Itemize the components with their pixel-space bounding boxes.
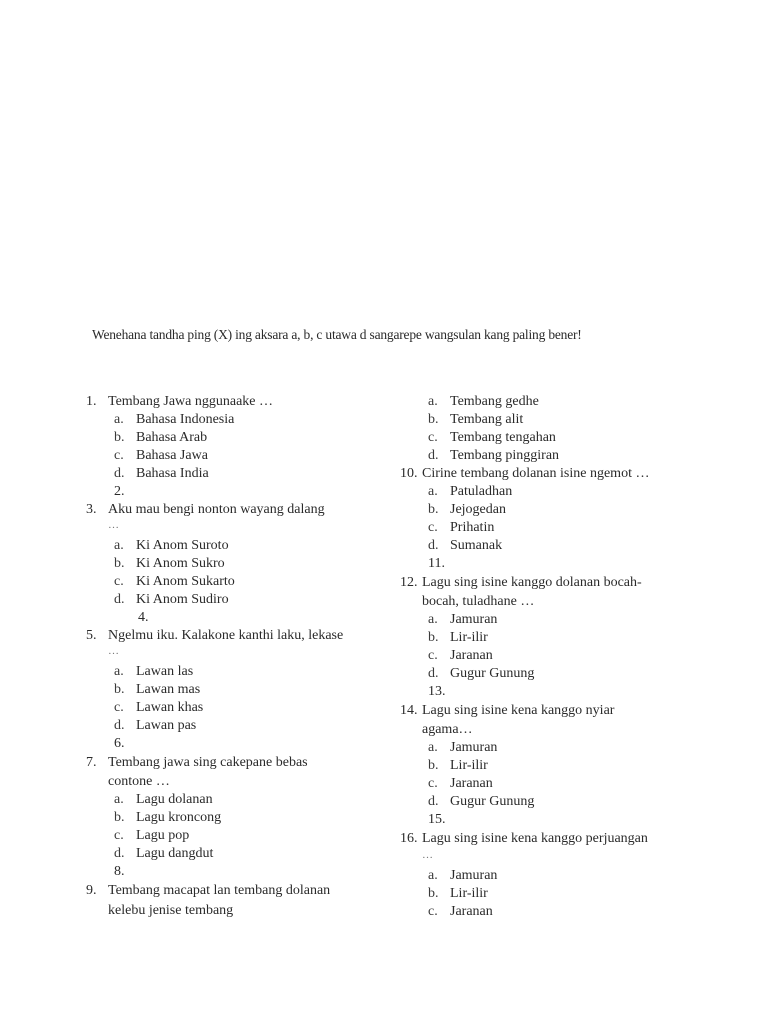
- question-10: [400, 465, 700, 483]
- option-letter: a.: [114, 538, 124, 553]
- option-letter: d.: [114, 846, 125, 861]
- option-c[interactable]: [400, 775, 700, 793]
- question-continuation: contone …: [108, 774, 170, 789]
- option-letter: a.: [114, 412, 124, 427]
- option-letter: d.: [114, 592, 125, 607]
- option-letter: b.: [114, 810, 125, 825]
- option-a[interactable]: [400, 867, 700, 885]
- option-d[interactable]: [86, 845, 386, 863]
- question-12: [400, 573, 700, 593]
- option-letter: a.: [428, 394, 438, 409]
- option-b[interactable]: [86, 555, 386, 573]
- option-text: Jamuran: [450, 612, 498, 627]
- option-a[interactable]: [400, 739, 700, 757]
- option-text: Lir-ilir: [450, 630, 488, 645]
- option-letter: c.: [428, 430, 438, 445]
- option-text: Lir-ilir: [450, 886, 488, 901]
- option-letter: b.: [114, 682, 125, 697]
- option-b[interactable]: [400, 629, 700, 647]
- question-number: 5.: [86, 628, 97, 643]
- question-16: [400, 829, 700, 849]
- empty-item-6: [86, 735, 386, 753]
- option-letter: a.: [428, 612, 438, 627]
- option-c[interactable]: [400, 429, 700, 447]
- option-a[interactable]: [86, 791, 386, 809]
- option-b[interactable]: [400, 501, 700, 519]
- question-text: Lagu sing isine kena kanggo perjuangan: [422, 831, 648, 846]
- option-text: Tembang gedhe: [450, 394, 539, 409]
- ellipsis: …: [108, 519, 119, 531]
- question-16-continuation: [400, 849, 700, 867]
- empty-number: 2.: [114, 484, 125, 499]
- empty-number: 15.: [428, 812, 446, 827]
- option-b[interactable]: [400, 885, 700, 903]
- question-3: [86, 501, 386, 519]
- option-c[interactable]: [86, 573, 386, 591]
- option-d[interactable]: [400, 537, 700, 555]
- option-c[interactable]: [400, 647, 700, 665]
- ellipsis: …: [108, 645, 119, 657]
- option-text: Lagu kroncong: [136, 810, 222, 825]
- question-text: Lagu sing isine kena kanggo nyiar: [422, 703, 615, 718]
- question-continuation: kelebu jenise tembang: [108, 903, 234, 918]
- option-letter: c.: [428, 904, 438, 919]
- option-text: Bahasa India: [136, 466, 209, 481]
- empty-number: 8.: [114, 864, 125, 879]
- empty-number: 4.: [138, 610, 149, 625]
- option-letter: b.: [114, 556, 125, 571]
- ellipsis: …: [422, 849, 433, 861]
- question-7: [86, 753, 386, 773]
- option-letter: c.: [114, 828, 124, 843]
- option-letter: d.: [428, 538, 439, 553]
- option-a[interactable]: [400, 393, 700, 411]
- question-number: 1.: [86, 394, 97, 409]
- option-text: Jaranan: [450, 904, 493, 919]
- option-d[interactable]: [400, 665, 700, 683]
- option-text: Lawan mas: [136, 682, 201, 697]
- empty-item-15: [400, 811, 700, 829]
- instruction-text: Wenehana tandha ping (X) ing aksara a, b, c utawa d sangarepe wangsulan kang paling bener!: [92, 327, 582, 342]
- option-letter: b.: [428, 630, 439, 645]
- option-letter: c.: [114, 700, 124, 715]
- question-1: [86, 393, 386, 411]
- option-text: Patuladhan: [450, 484, 513, 499]
- question-9: [86, 881, 386, 901]
- question-text: Aku mau bengi nonton wayang dalang: [108, 502, 325, 517]
- option-b[interactable]: [86, 809, 386, 827]
- question-number: 12.: [400, 575, 418, 590]
- question-continuation: bocah, tuladhane …: [422, 594, 535, 609]
- option-letter: a.: [428, 484, 438, 499]
- right-column: [400, 393, 700, 921]
- option-b[interactable]: [86, 681, 386, 699]
- question-14: [400, 701, 700, 721]
- option-text: Lagu pop: [136, 828, 190, 843]
- option-text: Ki Anom Sudiro: [136, 592, 229, 607]
- question-text: Tembang Jawa nggunaake …: [108, 394, 274, 409]
- option-letter: b.: [114, 430, 125, 445]
- option-text: Ki Anom Sukro: [136, 556, 225, 571]
- option-letter: a.: [114, 664, 124, 679]
- option-letter: a.: [114, 792, 124, 807]
- question-9-continuation: [86, 901, 386, 921]
- option-text: Lawan las: [136, 664, 194, 679]
- option-text: Bahasa Indonesia: [136, 412, 235, 427]
- option-letter: d.: [428, 448, 439, 463]
- option-text: Sumanak: [450, 538, 503, 553]
- option-text: Lawan khas: [136, 700, 204, 715]
- option-a[interactable]: [86, 411, 386, 429]
- empty-item-4: [86, 609, 386, 627]
- question-5-continuation: [86, 645, 386, 663]
- option-letter: c.: [428, 648, 438, 663]
- question-5: [86, 627, 386, 645]
- option-a[interactable]: [400, 483, 700, 501]
- question-3-continuation: [86, 519, 386, 537]
- option-text: Bahasa Arab: [136, 430, 208, 445]
- option-letter: c.: [428, 520, 438, 535]
- option-a[interactable]: [86, 537, 386, 555]
- empty-number: 13.: [428, 684, 446, 699]
- option-letter: a.: [428, 740, 438, 755]
- option-text: Lagu dangdut: [136, 846, 214, 861]
- question-continuation: agama…: [422, 722, 473, 737]
- empty-number: 11.: [428, 556, 445, 571]
- option-d[interactable]: [400, 793, 700, 811]
- option-a[interactable]: [400, 611, 700, 629]
- question-text: Lagu sing isine kanggo dolanan bocah-: [422, 575, 642, 590]
- option-text: Tembang tengahan: [450, 430, 556, 445]
- option-text: Ki Anom Sukarto: [136, 574, 235, 589]
- option-b[interactable]: [86, 429, 386, 447]
- empty-item-2: [86, 483, 386, 501]
- option-letter: b.: [428, 412, 439, 427]
- option-a[interactable]: [86, 663, 386, 681]
- question-number: 16.: [400, 831, 418, 846]
- option-letter: d.: [114, 718, 125, 733]
- option-d[interactable]: [400, 447, 700, 465]
- option-text: Tembang pinggiran: [450, 448, 560, 463]
- option-text: Jejogedan: [450, 502, 506, 517]
- option-letter: d.: [114, 466, 125, 481]
- option-letter: c.: [428, 776, 438, 791]
- option-c[interactable]: [86, 827, 386, 845]
- option-text: Gugur Gunung: [450, 794, 535, 809]
- question-text: Ngelmu iku. Kalakone kanthi laku, lekase: [108, 628, 344, 643]
- option-text: Lawan pas: [136, 718, 197, 733]
- question-number: 9.: [86, 883, 97, 898]
- option-d[interactable]: [86, 717, 386, 735]
- option-c[interactable]: [400, 519, 700, 537]
- question-7-continuation: [86, 773, 386, 791]
- option-letter: a.: [428, 868, 438, 883]
- option-text: Jaranan: [450, 776, 493, 791]
- empty-item-13: [400, 683, 700, 701]
- option-letter: b.: [428, 502, 439, 517]
- question-number: 7.: [86, 755, 97, 770]
- question-number: 14.: [400, 703, 418, 718]
- option-letter: b.: [428, 758, 439, 773]
- empty-item-8: [86, 863, 386, 881]
- option-text: Tembang alit: [450, 412, 524, 427]
- option-text: Lir-ilir: [450, 758, 488, 773]
- option-c[interactable]: [86, 447, 386, 465]
- question-number: 10.: [400, 466, 418, 481]
- question-text: Tembang jawa sing cakepane bebas: [108, 755, 308, 770]
- option-text: Gugur Gunung: [450, 666, 535, 681]
- option-letter: d.: [428, 666, 439, 681]
- empty-number: 6.: [114, 736, 125, 751]
- empty-item-11: [400, 555, 700, 573]
- option-b[interactable]: [400, 411, 700, 429]
- option-text: Jamuran: [450, 868, 498, 883]
- option-c[interactable]: [86, 699, 386, 717]
- left-column: [86, 393, 386, 921]
- option-b[interactable]: [400, 757, 700, 775]
- question-text: Cirine tembang dolanan isine ngemot …: [422, 466, 650, 481]
- option-d[interactable]: [86, 465, 386, 483]
- option-letter: c.: [114, 448, 124, 463]
- option-letter: b.: [428, 886, 439, 901]
- question-number: 3.: [86, 502, 97, 517]
- option-letter: c.: [114, 574, 124, 589]
- option-c[interactable]: [400, 903, 700, 921]
- option-text: Bahasa Jawa: [136, 448, 208, 463]
- question-12-continuation: [400, 593, 700, 611]
- option-text: Lagu dolanan: [136, 792, 213, 807]
- option-d[interactable]: [86, 591, 386, 609]
- option-text: Jaranan: [450, 648, 493, 663]
- question-14-continuation: [400, 721, 700, 739]
- option-text: Prihatin: [450, 520, 495, 535]
- option-text: Ki Anom Suroto: [136, 538, 229, 553]
- option-text: Jamuran: [450, 740, 498, 755]
- question-text: Tembang macapat lan tembang dolanan: [108, 883, 331, 898]
- option-letter: d.: [428, 794, 439, 809]
